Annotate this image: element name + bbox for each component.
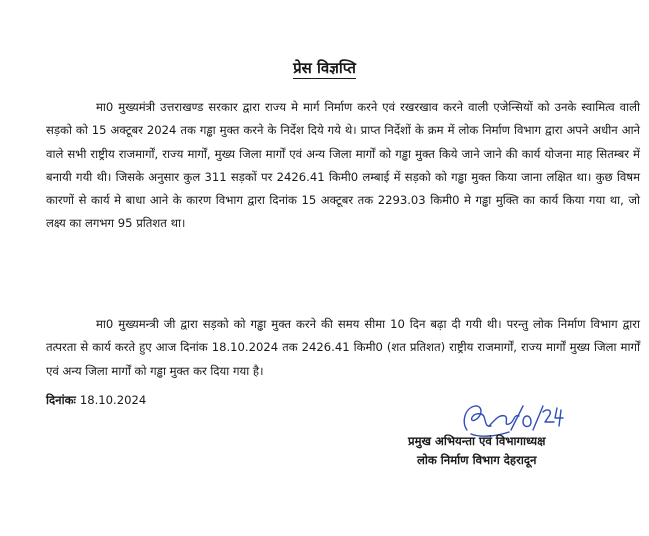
signatory-office: लोक निर्माण विभाग देहरादून: [417, 453, 537, 467]
date-label: दिनांकः: [46, 393, 76, 407]
document-title: [0, 58, 649, 78]
paragraph-2: मा0 मुख्यमन्त्री जी द्वारा सड़को को गड्ढा मुक्त करने की समय सीमा 10 दिन बढ़ा दी गयी थी। परन्तु लोक निर्माण विभाग द्वारा तत्परता से कार्य करते हुए आज दिनांक 18.10.2024 तक 2426.41 किमी0 (शत प्रतिशत) राष्ट्रीय राजमार्गों, राज्य मार्गों मुख्य जिला मार्गों एवं अन्य जिला मार्गों को गड्ढा मुक्त कर दिया गया है।: [46, 317, 640, 378]
signature-stroke-date3: [533, 406, 543, 430]
signature-stroke-date5: [555, 408, 563, 426]
date-line: [46, 393, 146, 408]
signature-stroke-main: [464, 406, 491, 430]
document-title-text: प्रेस विज्ञप्ति: [293, 59, 356, 77]
paragraph-1: मा0 मुख्यमंत्री उत्तराखण्ड सरकार द्वारा राज्य मे मार्ग निर्माण करने एवं रखरखाव करने वाली एजेन्सियों को उनके स्वामित्व वाली सड़को को 15 अक्टूबर 2024 तक गड्ढा मुक्त करने के निर्देश दिये गये थे। प्राप्त निर्देशों के क्रम में लोक निर्माण विभाग द्वारा अपने अधीन आने वाले सभी राष्ट्रीय राजमार्गों, राज्य मार्गों, मुख्य जिला मार्गों एवं अन्य जिला मार्गों को गड्ढा मुक्त किये जाने जाने की कार्य योजना माह सितम्बर में बनायी गयी थी। जिसके अनुसार कुल 311 सड़कों पर 2426.41 किमी0 लम्बाई में सड़को को गड्ढा मुक्त किया जाना लक्षित था। कुछ विषम कारणों से कार्य मे बाधा आने के कारण विभाग द्वारा दिनांक 15 अक्टूबर तक 2293.03 किमी0 मे गड्ढा मुक्ति का कार्य किया गया था, जो लक्ष्य का लगभग 95 प्रतिशत था।: [46, 100, 640, 231]
signature-stroke-date4: [543, 410, 554, 422]
signature-stroke-date2: [523, 416, 531, 427]
signatory-designation: प्रमुख अभियन्ता एवं विभागाध्यक्ष: [408, 434, 546, 448]
signature-stroke-date1: [511, 406, 523, 430]
signatory-block: [408, 432, 545, 470]
date-value: 18.10.2024: [79, 393, 147, 407]
